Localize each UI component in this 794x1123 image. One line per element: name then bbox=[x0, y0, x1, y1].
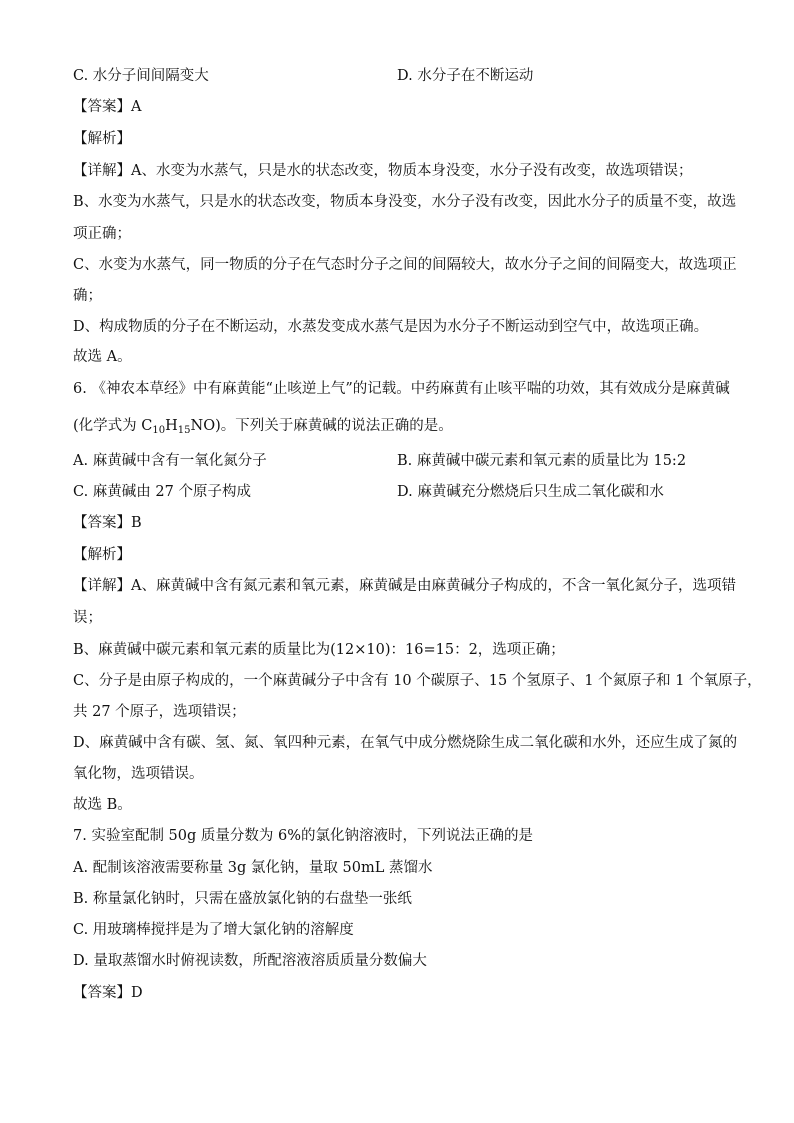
q6-formula-h: H bbox=[165, 418, 178, 434]
q7-stem: 7. 实验室配制 50g 质量分数为 6%的氯化钠溶液时，下列说法正确的是 bbox=[73, 828, 534, 844]
q5-option-c: C. 水分子间间隔变大 bbox=[73, 68, 209, 84]
q6-detail-c-line1: C、分子是由原子构成的，一个麻黄碱分子中含有 10 个碳原子、15 个氢原子、1 个氮原子和 1 个氧原子， bbox=[73, 673, 762, 689]
q6-analysis-heading: 【解析】 bbox=[73, 547, 131, 563]
q5-detail-c-line1: C、水变为水蒸气，同一物质的分子在气态时分子之间的间隔较大，故水分子之间的间隔变大，故选项正 bbox=[73, 257, 737, 273]
q6-detail-a-line2: 误； bbox=[73, 610, 102, 626]
q6-formula-sub-h: 15 bbox=[177, 425, 191, 436]
q6-detail-a-line1: 【详解】A、麻黄碱中含有氮元素和氧元素，麻黄碱是由麻黄碱分子构成的，不含一氧化氮分子，选项错 bbox=[73, 578, 736, 594]
q5-option-d: D. 水分子在不断运动 bbox=[397, 68, 534, 84]
q6-option-b: B. 麻黄碱中碳元素和氧元素的质量比为 15:2 bbox=[397, 453, 687, 469]
q5-detail-b-line2: 项正确； bbox=[73, 226, 131, 242]
q7-answer: 【答案】D bbox=[73, 985, 143, 1001]
q6-formula-suffix: NO)。下列关于麻黄碱的说法正确的是。 bbox=[190, 418, 453, 434]
q6-formula-sub-c: 10 bbox=[152, 425, 166, 436]
q5-detail-b-line1: B、水变为水蒸气，只是水的状态改变，物质本身没变，水分子没有改变，因此水分子的质量不变，故选 bbox=[73, 194, 737, 210]
q6-formula-prefix: (化学式为 C bbox=[73, 418, 153, 434]
q5-detail-d: D、构成物质的分子在不断运动，水蒸发变成水蒸气是因为水分子不断运动到空气中，故选项正确。 bbox=[73, 319, 709, 335]
q7-option-c: C. 用玻璃棒搅拌是为了增大氯化钠的溶解度 bbox=[73, 922, 354, 938]
q6-detail-c-line2: 共 27 个原子，选项错误； bbox=[73, 704, 246, 720]
q6-detail-b: B、麻黄碱中碳元素和氧元素的质量比为(12×10)：16=15：2，选项正确； bbox=[73, 642, 565, 658]
q5-detail-c-line2: 确； bbox=[73, 288, 102, 304]
q5-answer: 【答案】A bbox=[73, 99, 142, 115]
q5-analysis-heading: 【解析】 bbox=[73, 131, 131, 147]
q6-stem-line1: 6. 《神农本草经》中有麻黄能“止咳逆上气”的记载。中药麻黄有止咳平喘的功效，其有效成分是麻黄碱 bbox=[73, 381, 730, 397]
q6-option-a: A. 麻黄碱中含有一氧化氮分子 bbox=[73, 453, 267, 469]
q6-detail-d-line1: D、麻黄碱中含有碳、氢、氮、氧四种元素，在氧气中成分燃烧除生成二氧化碳和水外，还应生成了氮的 bbox=[73, 735, 738, 751]
q6-conclusion: 故选 B。 bbox=[73, 797, 132, 813]
q6-stem-line2 bbox=[73, 416, 453, 441]
q6-option-d: D. 麻黄碱充分燃烧后只生成二氧化碳和水 bbox=[397, 484, 664, 500]
q5-detail-a: 【详解】A、水变为水蒸气，只是水的状态改变，物质本身没变，水分子没有改变，故选项错误； bbox=[73, 163, 693, 179]
q6-answer: 【答案】B bbox=[73, 515, 142, 531]
q5-conclusion: 故选 A。 bbox=[73, 349, 132, 365]
q6-detail-d-line2: 氧化物，选项错误。 bbox=[73, 766, 204, 782]
q6-option-c: C. 麻黄碱由 27 个原子构成 bbox=[73, 484, 251, 500]
q7-option-a: A. 配制该溶液需要称量 3g 氯化钠，量取 50mL 蒸馏水 bbox=[73, 860, 433, 876]
q7-option-b: B. 称量氯化钠时，只需在盛放氯化钠的右盘垫一张纸 bbox=[73, 891, 412, 907]
q7-option-d: D. 量取蒸馏水时俯视读数，所配溶液溶质质量分数偏大 bbox=[73, 953, 427, 969]
